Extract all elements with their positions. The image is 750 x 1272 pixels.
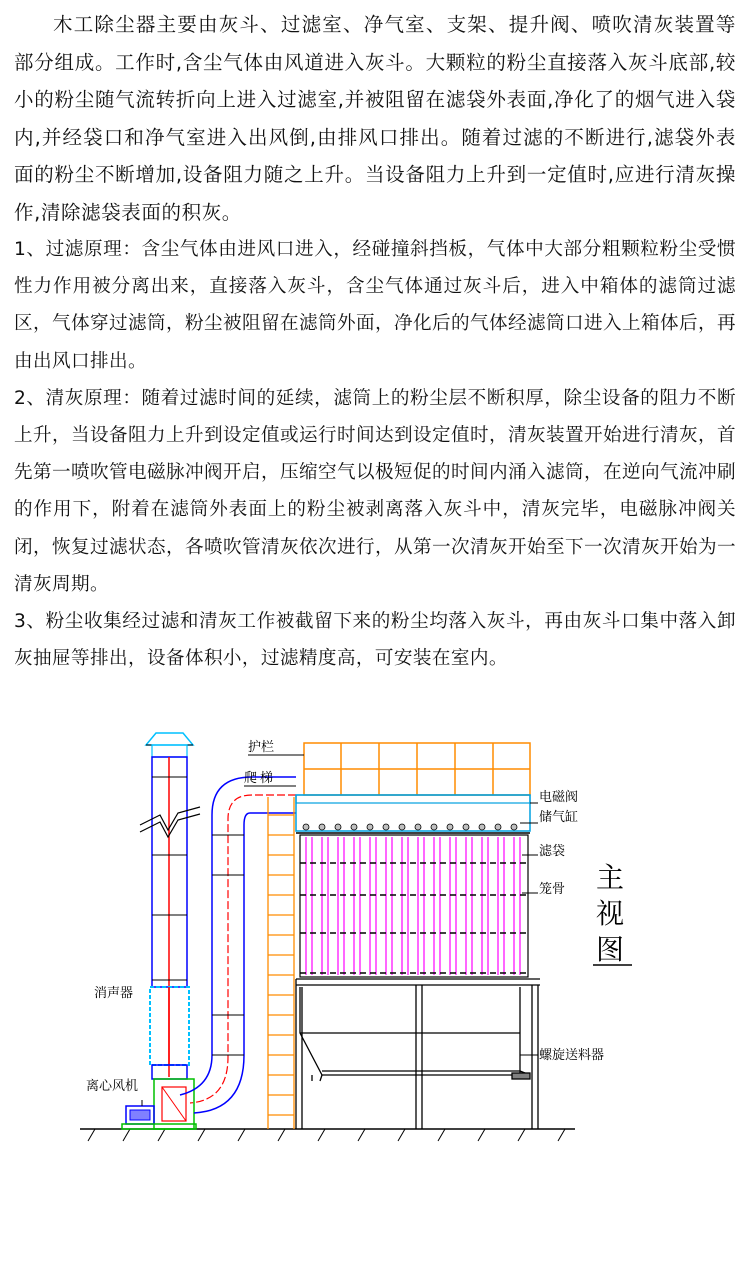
- screw-conveyor-label: 螺旋送料器: [539, 1048, 605, 1063]
- filter-bag-label: 滤袋: [539, 844, 566, 859]
- clean-air-chamber: [296, 795, 530, 833]
- section-dust-collection: 3、粉尘收集经过滤和清灰工作被截留下来的粉尘均落入灰斗，再由灰斗口集中落入卸灰抽屉等排出，设备体积小，过滤精度高，可安装在室内。: [14, 611, 736, 670]
- silencer: [150, 987, 189, 1079]
- view-title-char-1: 主: [596, 861, 625, 894]
- guardrail: [304, 743, 530, 795]
- ash-hopper: [296, 979, 540, 1129]
- section-cleaning-principle: 2、清灰原理：随着过滤时间的延续，滤筒上的粉尘层不断积厚，除尘设备的阻力不断上升，当设备阻力上升到设定值或运行时间达到设定值时，清灰装置开始进行清灰，首先第一喷吹管电磁脉冲阀开启，压缩空气以极短促的时间内涌入滤筒，在逆向气流冲刷的作用下，附着在滤筒外表面上的粉尘被剥离落入灰斗中，清灰完毕，电磁脉冲阀关闭，恢复过滤状态，各喷吹管清灰依次进行，从第一次清灰开始至下一次清灰开始为一清灰周期。: [14, 387, 736, 595]
- solenoid-valve-label: 电磁阀: [539, 790, 579, 805]
- label-leaders: [244, 755, 538, 1055]
- ladder-label: 爬梯: [244, 771, 277, 786]
- article-text: [14, 6, 736, 677]
- guardrail-label: 护栏: [248, 740, 275, 755]
- dust-collector-diagram: [0, 715, 750, 1268]
- cage-label: 笼骨: [539, 882, 566, 897]
- view-title: [593, 861, 632, 966]
- view-title-char-2: 视: [596, 897, 625, 930]
- view-title-char-3: 图: [596, 933, 625, 966]
- silencer-label: 消声器: [94, 986, 134, 1001]
- air-tank-label: 储气缸: [539, 810, 579, 825]
- ladder: [268, 797, 294, 1129]
- fan-label: 离心风机: [86, 1079, 139, 1094]
- section-filter-principle: 1、过滤原理：含尘气体由进风口进入，经碰撞斜挡板，气体中大部分粗颗粒粉尘受惯性力作用被分离出来，直接落入灰斗，含尘气体通过灰斗后，进入中箱体的滤筒过滤区，气体穿过滤筒，粉尘被阻留在滤筒外面，净化后的气体经滤筒口进入上箱体后，再由出风口排出。: [14, 239, 736, 372]
- filter-chamber: [300, 835, 528, 977]
- connecting-duct: [180, 777, 296, 1113]
- intro-paragraph: 木工除尘器主要由灰斗、过滤室、净气室、支架、提升阀、喷吹清灰装置等部分组成。工作时,含尘气体由风道进入灰斗。大颗粒的粉尘直接落入灰斗底部,较小的粉尘随气流转折向上进入过滤室,并被阻留在滤袋外表面,净化了的烟气进入袋内,并经袋口和净气室进入出风倒,由排风口排出。随着过滤的不断进行,滤袋外表面的粉尘不断增加,设备阻力随之上升。当设备阻力上升到一定值时,应进行清灰操作,清除滤袋表面的积灰。: [14, 13, 736, 224]
- ground-line: [80, 1129, 575, 1141]
